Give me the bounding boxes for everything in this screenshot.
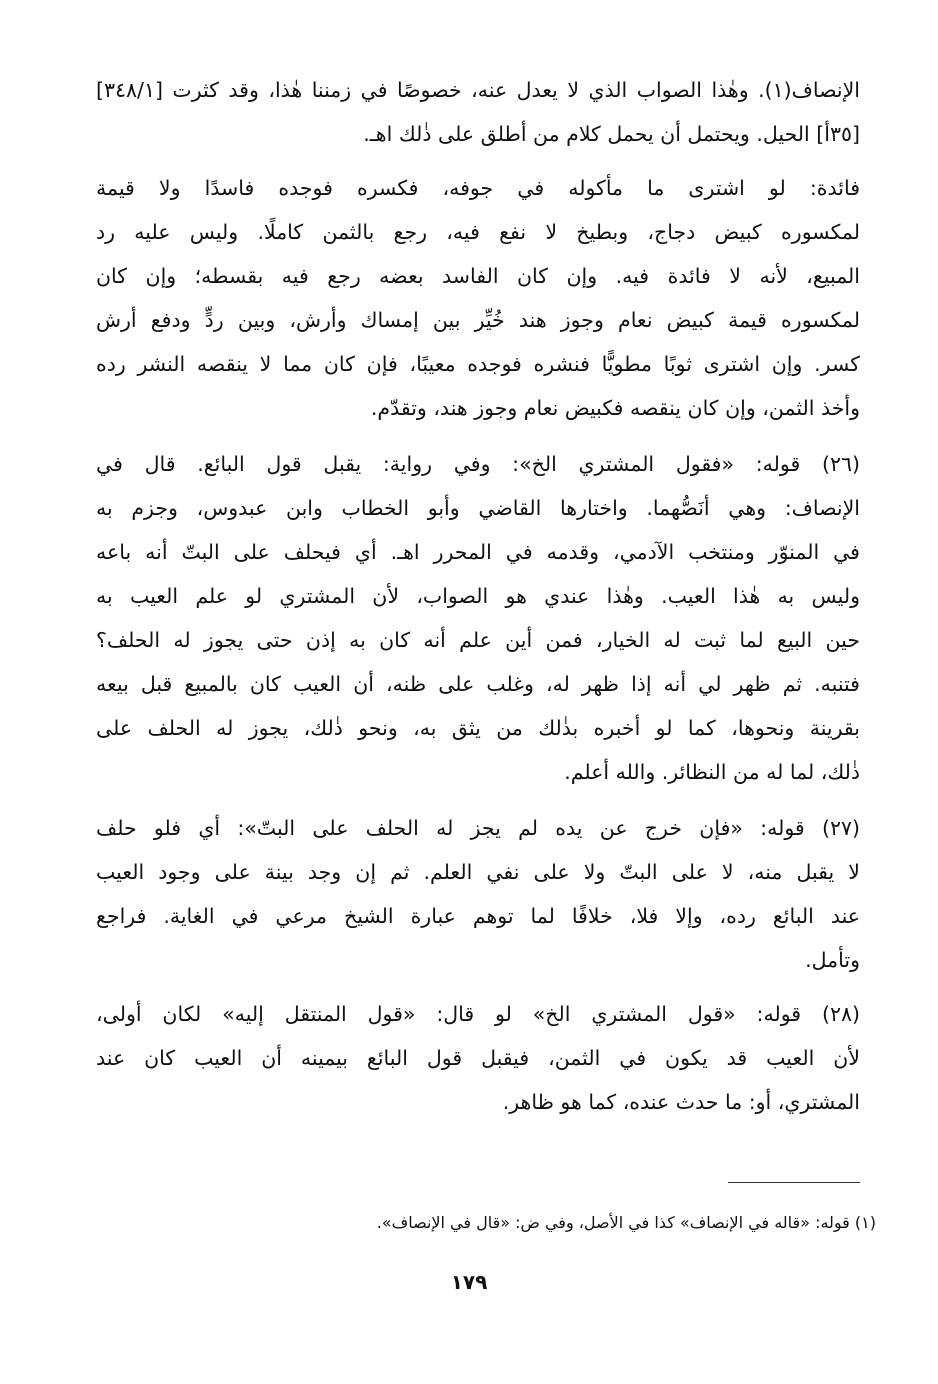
text-line: وليس به هٰذا العيب. وهٰذا عندي هو الصواب، لأن المشتري لو علم العيب به [96,584,860,608]
text-line: (٢٦) قوله: «فقول المشتري الخ»: وفي رواية: يقبل قول البائع. قال في [96,452,860,476]
text-line: في المنوّر ومنتخب الآدمي، وقدمه في المحرر اهـ. أي فيحلف على البتّ أنه باعه [96,540,860,564]
text-line: المبيع، لأنه لا فائدة فيه. وإن كان الفاسد بعضه رجع فيه بقسطه؛ وإن كان [96,264,860,288]
text-line: فائدة: لو اشترى ما مأكوله في جوفه، فكسره فوجده فاسدًا ولا قيمة [96,176,860,200]
text-line: (٢٨) قوله: «قول المشتري الخ» لو قال: «قول المنتقل إليه» لكان أولى، [96,1002,860,1026]
text-line: لا يقبل منه، لا على البتّ ولا على نفي العلم. ثم إن وجد بينة على وجود العيب [96,860,860,884]
text-line: لمكسوره قيمة كبيض نعام وجوز هند خُيِّر بين إمساك وأرش، وبين ردٍّ ودفع أرش [96,308,860,332]
page-number: ١٧٩ [450,1270,488,1294]
text-line: كسر. وإن اشترى ثوبًا مطويًّا فنشره فوجده معيبًا، فإن كان مما لا ينقصه النشر رده [96,352,860,376]
text-line: المشتري، أو: ما حدث عنده، كما هو ظاهر. [502,1090,860,1114]
text-line: عند البائع رده، وإلا فلا، خلافًا لما توهم عبارة الشيخ مرعي في الغاية. فراجع [96,904,860,928]
footnote-divider [728,1182,860,1183]
text-line: فتنبه. ثم ظهر لي أنه إذا ظهر له، وغلب على ظنه، أن العيب كان بالمبيع قبل بيعه [96,672,860,696]
text-line: وتأمل. [805,948,860,972]
text-line: حين البيع لما ثبت له الخيار، فمن أين علم أنه كان به إذن حتى يجوز له الحلف؟ [96,628,860,652]
text-line: [٣٥أ] الحيل. ويحتمل أن يحمل كلام من أطلق على ذٰلك اهـ. [363,122,860,146]
text-line: لمكسوره كبيض دجاج، وبطيخ لا نفع فيه، رجع بالثمن كاملًا. وليس عليه رد [96,220,860,244]
text-line: الإنصاف(١). وهٰذا الصواب الذي لا يعدل عنه، خصوصًا في زمننا هٰذا، وقد كثرت [٣٤٨/١] [96,78,860,102]
text-line: (٢٧) قوله: «فإن خرج عن يده لم يجز له الحلف على البتّ»: أي فلو حلف [96,816,860,840]
text-line: وأخذ الثمن، وإن كان ينقصه فكبيض نعام وجوز هند، وتقدّم. [370,396,860,420]
footnote: (١) قوله: «قاله في الإنصاف» كذا في الأصل، وفي ض: «قال في الإنصاف». [376,1213,876,1232]
text-line: الإنصاف: وهي أنَصُّهما. واختارها القاضي وأبو الخطاب وابن عبدوس، وجزم به [96,496,860,520]
text-line: لأن العيب قد يكون في الثمن، فيقبل قول البائع بيمينه أن العيب كان عند [96,1046,860,1070]
text-line: بقرينة ونحوها، كما لو أخبره بذٰلك من يثق به، ونحو ذٰلك، يجوز له الحلف على [96,716,860,740]
text-line: ذٰلك، لما له من النظائر. والله أعلم. [564,760,860,784]
